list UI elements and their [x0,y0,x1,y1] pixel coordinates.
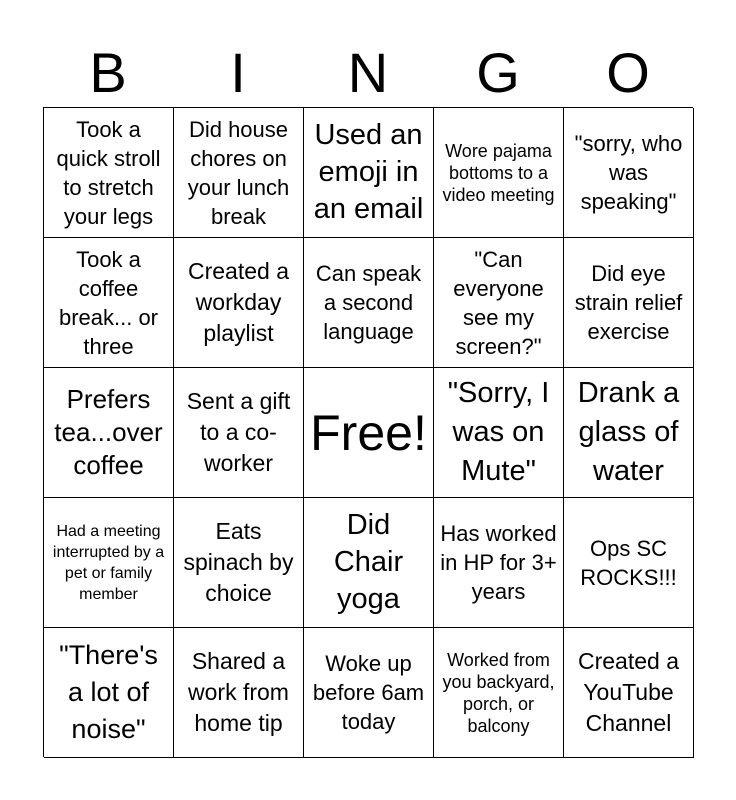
cell-text: "sorry, who was speaking" [574,131,683,214]
header-letter-g: G [476,41,520,104]
bingo-cell[interactable] [434,628,564,758]
cell-text: Sent a gift to a co-worker [186,388,291,476]
bingo-header [43,40,693,106]
bingo-cell[interactable] [174,368,304,498]
bingo-cell[interactable] [564,628,694,758]
bingo-cell[interactable] [434,108,564,238]
header-letter-i: I [230,41,246,104]
cell-text: Created a workday playlist [187,258,289,346]
cell-text: Did house chores on your lunch break [187,116,290,229]
cell-text: Woke up before 6am today [312,651,425,734]
cell-text: Took a quick stroll to stretch your legs [56,116,161,229]
header-letter-n: N [347,41,389,104]
bingo-cell[interactable] [304,498,434,628]
cell-text: Took a coffee break... or three [58,246,159,359]
cell-text: Did Chair yoga [333,509,404,615]
bingo-cell[interactable] [304,628,434,758]
bingo-cell[interactable] [564,368,694,498]
cell-text: Drank a glass of water [577,377,680,487]
cell-text: Did eye strain relief exercise [574,261,683,344]
cell-text: "There's a lot of noise" [59,640,158,744]
bingo-cell[interactable] [434,238,564,368]
cell-text: "Sorry, I was on Mute" [447,377,550,487]
bingo-cell[interactable] [564,108,694,238]
cell-text: Ops SC ROCKS!!! [580,535,677,590]
cell-text: Used an emoji in an email [313,119,424,225]
cell-text: Eats spinach by choice [183,518,294,606]
bingo-cell[interactable] [564,238,694,368]
bingo-cell[interactable] [44,368,174,498]
cell-text: Has worked in HP for 3+ years [440,521,557,604]
cell-text: Can speak a second language [315,261,422,344]
free-space-text: Free! [310,404,427,461]
bingo-cell[interactable] [44,108,174,238]
cell-text: Shared a work from home tip [188,648,289,736]
bingo-cell[interactable] [44,498,174,628]
bingo-cell[interactable] [174,238,304,368]
cell-text: Worked from you backyard, porch, or balcony [442,649,555,736]
cell-text: Prefers tea...over coffee [54,384,163,480]
bingo-cell[interactable] [174,108,304,238]
bingo-board [43,107,693,757]
cell-text: Created a YouTube Channel [577,648,679,736]
cell-text: Had a meeting interrupted by a pet or family member [52,522,165,603]
header-letter-o: O [606,41,650,104]
cell-text: Wore pajama bottoms to a video meeting [442,140,555,205]
bingo-cell[interactable] [304,108,434,238]
cell-text: "Can everyone see my screen?" [453,246,544,359]
bingo-cell[interactable] [564,498,694,628]
bingo-cell[interactable] [434,368,564,498]
bingo-cell[interactable] [44,628,174,758]
bingo-cell[interactable] [434,498,564,628]
bingo-cell[interactable] [304,238,434,368]
header-letter-b: B [89,41,127,104]
free-space-cell[interactable] [304,368,434,498]
bingo-cell[interactable] [174,498,304,628]
bingo-cell[interactable] [44,238,174,368]
bingo-cell[interactable] [174,628,304,758]
